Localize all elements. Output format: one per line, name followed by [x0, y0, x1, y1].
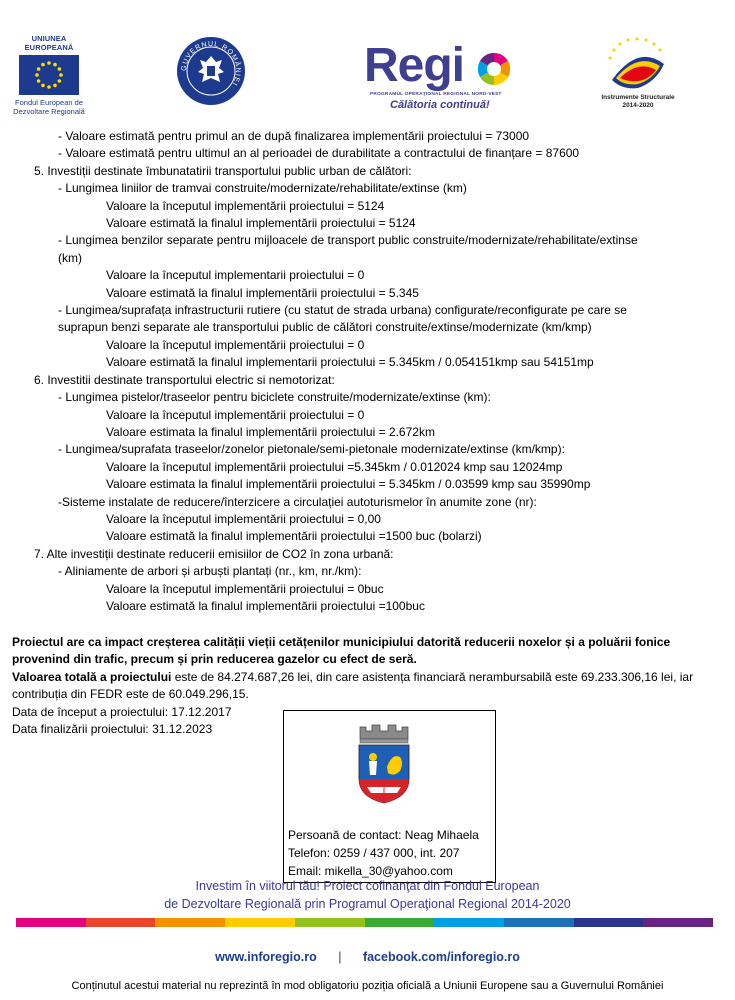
- structural-instruments-icon: [590, 34, 686, 94]
- indicator-line: - Aliniamente de arbori și arbuști plantați (nr., km, nr./km):: [58, 564, 362, 579]
- color-stripe-segment: [434, 918, 504, 927]
- project-end-date: Data finalizării proiectului: 31.12.2023: [12, 722, 213, 737]
- indicator-line: Valoare estimată la finalul implementării proiectului =1500 buc (bolarzi): [106, 529, 482, 544]
- project-value: [12, 669, 728, 704]
- regio-wordmark: Regi: [364, 39, 465, 92]
- indicator-line: Valoare la începutul implementării proiectului = 5124: [106, 198, 385, 213]
- contact-person: Persoană de contact: Neag Mihaela: [288, 828, 479, 842]
- indicator-line: Valoare la începutul implementării proiectului =5.345km / 0.012024 kmp sau 12024mp: [106, 459, 563, 474]
- eu-logo-title: UNIUNEA EUROPEANĂ: [24, 34, 74, 52]
- indicator-line: Valoare estimata la finalul implementării proiectului = 2.672km: [106, 424, 435, 439]
- eu-flag-icon: [19, 55, 79, 95]
- color-stripe-segment: [295, 918, 365, 927]
- color-stripe-segment: [86, 918, 156, 927]
- contact-email[interactable]: Email: mikella_30@yahoo.com: [288, 864, 453, 878]
- indicator-line: Valoare la începutul implementării proiectului = 0: [106, 407, 365, 422]
- facebook-link[interactable]: facebook.com/inforegio.ro: [362, 950, 520, 964]
- contact-details: [288, 826, 479, 880]
- indicator-line: -Sisteme instalate de reducere/înterzicere a circulației autoturismelor în anumite zone (nr):: [58, 494, 537, 509]
- structural-instruments-title-1: Instrumente Structurale: [601, 94, 675, 101]
- project-value-label: Valoarea totală a proiectului: [12, 669, 172, 684]
- indicator-line: suprapun benzi separate ale transportului public de călători construite/extinse/modernizate (km/kmp): [58, 320, 592, 335]
- oradea-coat-of-arms-icon: [354, 723, 414, 805]
- color-stripe-bar: [16, 918, 713, 927]
- color-stripe-segment: [504, 918, 574, 927]
- structural-instruments-title-2: 2014-2020: [622, 102, 654, 109]
- eu-logo-caption-1: Fondul European de: [15, 98, 83, 107]
- regio-program-label: PROGRAMUL OPERAȚIONAL REGIONAL NORD-VEST: [370, 92, 502, 97]
- indicator-line: Valoare la începutul implementării proiectului = 0: [106, 337, 365, 352]
- color-stripe-segment: [155, 918, 225, 927]
- regio-colorful-o-icon: [477, 52, 511, 86]
- indicator-line: Valoare estimată la finalul implementarii proiectului = 5.345km / 0.054151kmp sau 54151mp: [106, 355, 594, 370]
- indicator-line: 5. Investiții destinate îmbunatatirii transportului public urban de călători:: [34, 163, 412, 178]
- indicator-line: - Lungimea benzilor separate pentru mijloacele de transport public construite/modernizate/rehabilitate/extinse: [58, 233, 638, 248]
- color-stripe-segment: [365, 918, 435, 927]
- government-seal-icon: [176, 36, 246, 106]
- indicator-line: (km): [58, 250, 82, 265]
- structural-instruments-title: [590, 94, 686, 110]
- disclaimer: Conținutul acestui material nu reprezintă în mod obligatoriu poziția oficială a Uniunii Europene sau a Guvernului României: [71, 980, 664, 992]
- indicator-line: - Lungimea/suprafata traseelor/zonelor pietonale/semi-pietonale modernizate/extinse (km/kmp):: [58, 442, 565, 457]
- indicator-line: Valoare estimata la finalul implementării proiectului = 5.345km / 0.03599 kmp sau 35990mp: [106, 477, 591, 492]
- structural-instruments-logo: [590, 34, 686, 114]
- color-stripe-segment: [643, 918, 713, 927]
- indicator-line: Valoare la începutul implementării proiectului = 0buc: [106, 581, 384, 596]
- project-value-text: este de 84.274.687,26 lei, din care asistența financiară nerambursabilă este 69.233.306,16 lei, iar contribuția din FEDR este de 60.049.296,15.: [12, 669, 694, 702]
- indicator-line: 7. Alte investiții destinate reducerii emisiilor de CO2 în zona urbană:: [34, 546, 394, 561]
- funding-statement-line-2: de Dezvoltare Regională prin Programul Operaţional Regional 2014-2020: [164, 897, 571, 911]
- indicator-line: Valoare la începutul implementarii proiectului = 0: [106, 268, 365, 283]
- indicator-line: - Lungimea/suprafața infrastructurii rutiere (cu statut de strada urbana) configurate/reconfigurate pe care se: [58, 303, 627, 318]
- website-link[interactable]: www.inforegio.ro: [215, 950, 317, 964]
- indicator-line: Valoare estimată la finalul implementării proiectului =100buc: [106, 598, 425, 613]
- government-seal-text: GUVERNUL ROMÂNIEI: [180, 40, 242, 87]
- eu-logo: [8, 34, 90, 116]
- indicator-line: Valoare la începutul implementării proiectului = 0,00: [106, 511, 381, 526]
- indicator-line: - Valoare estimată pentru ultimul an al perioadei de durabilitate a contractului de finanțare = 87600: [58, 146, 580, 161]
- indicator-line: Valoare estimată la finalul implementării proiectului = 5124: [106, 216, 416, 231]
- project-start-date: Data de început a proiectului: 17.12.2017: [12, 704, 232, 719]
- color-stripe-segment: [574, 918, 644, 927]
- footer-links: [0, 950, 735, 964]
- indicator-line: - Lungimea liniilor de tramvai construite/modernizate/rehabilitate/extinse (km): [58, 181, 467, 196]
- regio-slogan: Călătoria continuă!: [390, 99, 490, 111]
- color-stripe-segment: [225, 918, 295, 927]
- impact-statement: Proiectul are ca impact creșterea calității vieții cetățenilor municipiului datorită reducerii noxelor și a poluării fonice provenind din trafic, precum și prin reducerea gazelor cu efect de seră.: [12, 635, 671, 667]
- indicator-line: - Lungimea pistelor/traseelor pentru biciclete construite/modernizate/extinse (km):: [58, 390, 491, 405]
- link-separator: |: [338, 950, 342, 964]
- contact-box: [283, 710, 496, 883]
- funding-statement: [0, 877, 735, 913]
- eu-logo-caption-2: Dezvoltare Regională: [13, 107, 85, 116]
- indicator-list: [12, 128, 724, 615]
- indicator-line: 6. Investitii destinate transportului electric si nemotorizat:: [34, 372, 335, 387]
- regio-logo: [364, 39, 518, 114]
- contact-phone: Telefon: 0259 / 437 000, int. 207: [288, 846, 460, 860]
- color-stripe-segment: [16, 918, 86, 927]
- indicator-line: Valoare estimată la finalul implementării proiectului = 5.345: [106, 285, 419, 300]
- funding-statement-line-1: Investim în viitorul tău! Proiect cofinanţat din Fondul European: [195, 879, 540, 893]
- indicator-line: - Valoare estimată pentru primul an de după finalizarea implementării proiectului = 73000: [58, 129, 530, 143]
